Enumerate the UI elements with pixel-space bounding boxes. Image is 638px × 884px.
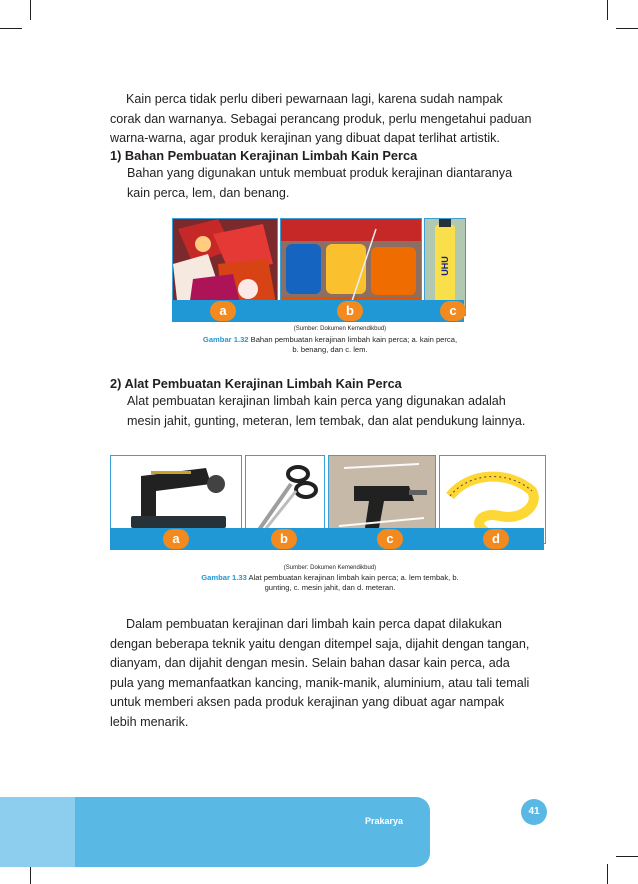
- crop-mark: [616, 28, 638, 29]
- text-line: corak dan warnanya. Sebagai perancang produk, perlu mengetahui paduan: [110, 111, 532, 126]
- crop-mark: [616, 856, 638, 857]
- section-heading-tools: 2) Alat Pembuatan Kerajinan Limbah Kain Perca: [110, 376, 402, 391]
- figure2-label-a: a: [163, 529, 189, 549]
- figure1-label-a: a: [210, 301, 236, 321]
- page-number: 41: [521, 799, 547, 825]
- tools-paragraph: [127, 392, 545, 431]
- glue-brand-text: UHU: [440, 256, 450, 276]
- footer-accent: [0, 797, 75, 867]
- text-line: Bahan yang digunakan untuk membuat produk kerajinan diantaranya: [127, 166, 513, 180]
- crop-mark: [607, 0, 608, 20]
- crop-mark: [0, 28, 22, 29]
- section-heading-materials: 1) Bahan Pembuatan Kerajinan Limbah Kain Perca: [110, 148, 418, 163]
- caption-line: [180, 335, 480, 345]
- text-line: dengan beberapa teknik yaitu dengan ditempel saja, dijahit dengan tangan,: [110, 636, 530, 651]
- footer-subject: Prakarya: [365, 816, 404, 826]
- text-line: pula yang memanfaatkan kancing, manik-manik, aluminium, atau tali temali: [110, 675, 530, 690]
- figure1-source: (Sumber: Dokumen Kemendikbud): [293, 326, 387, 332]
- text-line: Alat pembuatan kerajinan limbah kain perca yang digunakan adalah: [127, 394, 506, 408]
- caption-label: Gambar 1.32: [202, 335, 249, 344]
- caption-text: Bahan pembuatan kerajinan limbah kain perca; a. kain perca,: [250, 335, 458, 344]
- caption-text: Alat pembuatan kerajinan limbah kain perca; a. lem tembak, b.: [248, 573, 459, 582]
- figure1-label-c: c: [440, 301, 466, 321]
- figure2-label-b: b: [271, 529, 297, 549]
- intro-paragraph: [110, 90, 545, 149]
- figure2-label-c: c: [377, 529, 403, 549]
- caption-label: Gambar 1.33: [201, 573, 247, 582]
- figure1-label-b: b: [337, 301, 363, 321]
- text-line: Kain perca tidak perlu diberi pewarnaan lagi, karena sudah nampak: [126, 92, 503, 106]
- figure1-caption: [180, 335, 480, 355]
- figure2-label-d: d: [483, 529, 509, 549]
- text-line: untuk memberi aksen pada produk kerajinan yang dibuat agar nampak: [110, 695, 505, 709]
- crop-mark: [607, 864, 608, 884]
- techniques-paragraph: [110, 615, 545, 732]
- materials-paragraph: [127, 164, 545, 203]
- text-line: dianyam, dan dijahit dengan mesin. Selain bahan dasar kain perca, ada: [110, 656, 510, 670]
- crop-mark: [30, 0, 31, 20]
- crop-mark: [30, 864, 31, 884]
- text-line: lebih menarik.: [110, 714, 189, 729]
- caption-line: gunting, c. mesin jahit, dan d. meteran.: [264, 583, 396, 592]
- figure2-caption: [175, 573, 485, 593]
- text-line: Dalam pembuatan kerajinan dari limbah kain perca dapat dilakukan: [126, 617, 502, 631]
- text-line: mesin jahit, gunting, meteran, lem tembak, dan alat pendukung lainnya.: [127, 413, 526, 428]
- text-line: kain perca, lem, dan benang.: [127, 185, 290, 200]
- caption-line: b. benang, dan c. lem.: [292, 345, 368, 354]
- text-line: warna-warna, agar produk kerajinan yang dibuat dapat terlihat artistik.: [110, 131, 500, 145]
- caption-line: [175, 573, 485, 583]
- figure2-source: (Sumber: Dokumen Kemendikbud): [283, 565, 377, 571]
